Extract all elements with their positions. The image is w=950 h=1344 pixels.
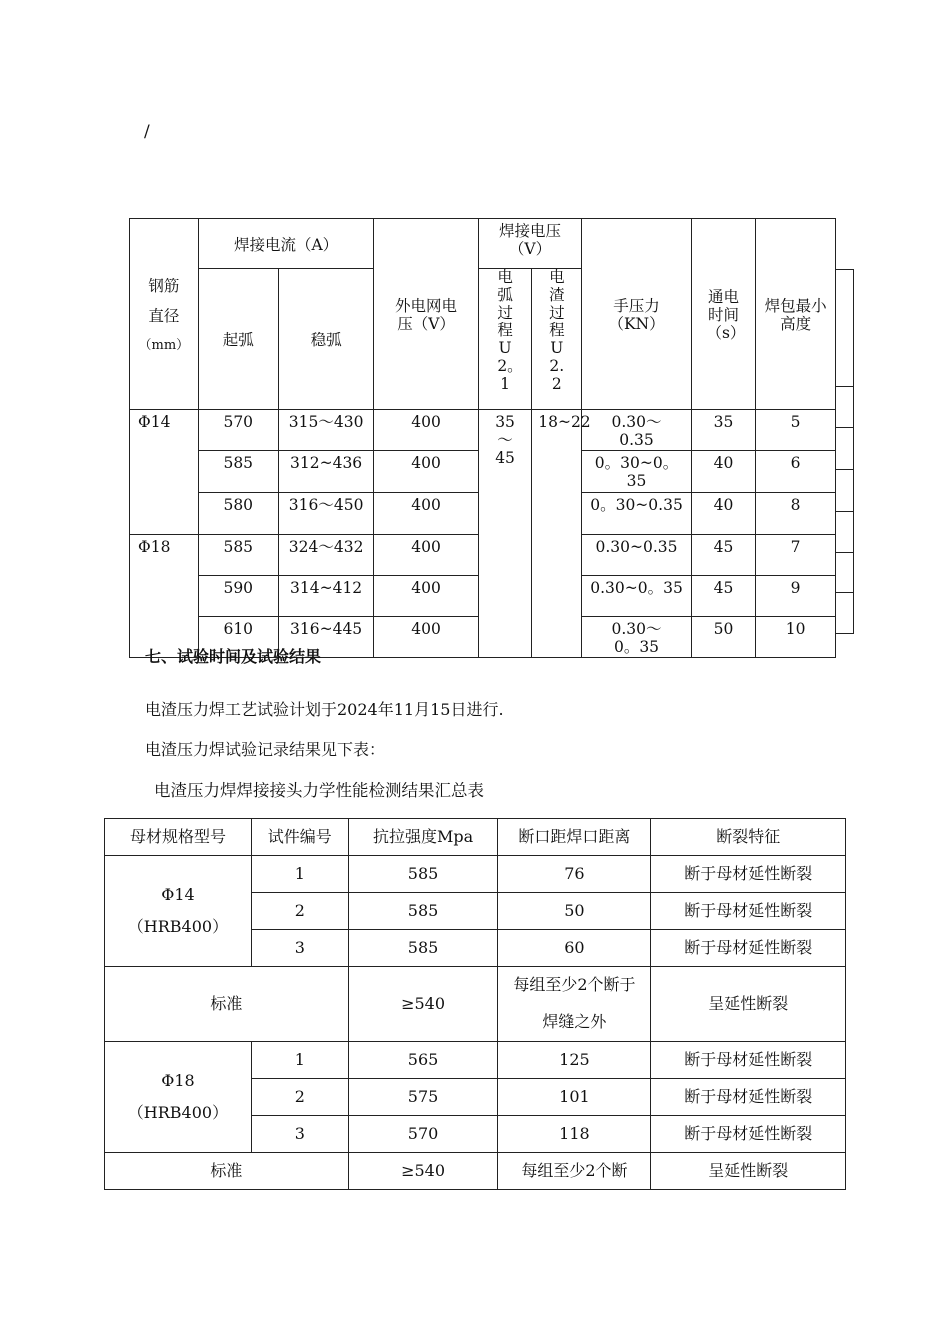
standard-feature: 呈延性断裂 — [651, 967, 846, 1042]
header-diameter — [130, 219, 199, 410]
cell-feature: 断于母材延性断裂 — [651, 893, 846, 930]
cell-strength: 585 — [348, 856, 498, 893]
table-edge-rule — [836, 552, 854, 553]
table-edge-rule — [836, 592, 854, 593]
cell-pressure-text: 0。30~0。35 — [594, 454, 679, 490]
header-diameter-line2: 直径 — [148, 306, 180, 325]
group-spec-name: Φ18 — [161, 1070, 195, 1090]
cell-height: 9 — [756, 576, 836, 617]
cell-distance: 76 — [498, 856, 651, 893]
header-pressure-text: 手压力（KN） — [608, 297, 665, 333]
cell-arc-voltage-text: 35～45 — [495, 413, 515, 467]
group-spec — [105, 1042, 252, 1153]
cell-strength: 565 — [348, 1042, 498, 1079]
cell-stable: 312~436 — [278, 451, 374, 493]
header-min-height-text: 焊包最小高度 — [764, 297, 827, 333]
cell-feature: 断于母材延性断裂 — [651, 1079, 846, 1116]
cell-feature: 断于母材延性断裂 — [651, 856, 846, 893]
group-spec-grade: （HRB400） — [127, 917, 229, 936]
cell-time: 50 — [691, 617, 755, 658]
cell-strength: 585 — [348, 930, 498, 967]
header-voltage-group — [478, 219, 582, 269]
header-arc-stable: 稳弧 — [278, 269, 374, 410]
cell-stable: 316~445 — [278, 617, 374, 658]
header-distance: 断口距焊口距离 — [498, 819, 651, 856]
cell-feature: 断于母材延性断裂 — [651, 930, 846, 967]
cell-height: 8 — [756, 493, 836, 535]
cell-feature: 断于母材延性断裂 — [651, 1116, 846, 1153]
cell-start: 580 — [198, 493, 278, 535]
cell-time: 45 — [691, 535, 755, 576]
group-phi18: Φ18 — [130, 535, 199, 658]
header-grid-voltage — [374, 219, 478, 410]
paragraph-results-intro: 电渣压力焊试验记录结果见下表： — [145, 740, 386, 759]
header-diameter-line3: （mm） — [138, 338, 190, 354]
cell-distance: 50 — [498, 893, 651, 930]
cell-no: 3 — [251, 930, 348, 967]
cell-pressure-text: 0.30~0。35 — [590, 579, 683, 597]
header-fracture: 断裂特征 — [651, 819, 846, 856]
cell-strength: 575 — [348, 1079, 498, 1116]
cell-time: 40 — [691, 493, 755, 535]
cell-height: 6 — [756, 451, 836, 493]
standard-distance-text: 每组至少2个断于焊缝之外 — [513, 975, 636, 1031]
cell-start: 610 — [198, 617, 278, 658]
cell-time: 45 — [691, 576, 755, 617]
cell-distance: 101 — [498, 1079, 651, 1116]
cell-no: 1 — [251, 856, 348, 893]
header-slag-process-text: 电渣过程U2.2 — [549, 268, 565, 393]
cell-pressure — [582, 617, 692, 658]
cell-pressure — [582, 535, 692, 576]
cell-stable: 316～450 — [278, 493, 374, 535]
section-heading: 七、试验时间及试验结果 — [145, 647, 322, 666]
cell-pressure-text: 0.30~0.35 — [595, 538, 678, 556]
header-arc-process — [478, 269, 532, 410]
header-diameter-line1: 钢筋 — [148, 276, 180, 295]
header-pressure — [582, 219, 692, 410]
cell-grid: 400 — [374, 451, 478, 493]
cell-no: 2 — [251, 893, 348, 930]
header-strength: 抗拉强度Mpa — [348, 819, 498, 856]
cell-stable: 315～430 — [278, 410, 374, 451]
header-current-group: 焊接电流（A） — [198, 219, 374, 269]
cell-grid: 400 — [374, 535, 478, 576]
cell-no: 2 — [251, 1079, 348, 1116]
cell-arc-voltage — [478, 410, 532, 658]
standard-label: 标准 — [105, 967, 349, 1042]
header-specimen-no: 试件编号 — [251, 819, 348, 856]
group-spec-name: Φ14 — [161, 884, 195, 904]
cell-slag-voltage — [532, 410, 591, 658]
cell-pressure-text: 0.30～0。35 — [611, 620, 662, 656]
cell-pressure — [582, 493, 692, 535]
cell-height: 10 — [756, 617, 836, 658]
cell-no: 1 — [251, 1042, 348, 1079]
table-caption: 电渣压力焊焊接接头力学性能检测结果汇总表 — [154, 781, 484, 800]
welding-parameters-table — [129, 218, 836, 658]
cell-stable: 314~412 — [278, 576, 374, 617]
table-edge-rule — [836, 469, 854, 470]
cell-time: 35 — [691, 410, 755, 451]
cell-height: 5 — [756, 410, 836, 451]
group-spec-grade: （HRB400） — [127, 1103, 229, 1122]
page-mark: / — [144, 122, 150, 142]
table-edge-column — [836, 269, 854, 634]
cell-strength: 585 — [348, 893, 498, 930]
cell-grid: 400 — [374, 493, 478, 535]
paragraph-test-date: 电渣压力焊工艺试验计划于2024年11月15日进行. — [145, 700, 504, 719]
header-spec: 母材规格型号 — [105, 819, 252, 856]
cell-time: 40 — [691, 451, 755, 493]
cell-start: 590 — [198, 576, 278, 617]
cell-pressure-text: 0.30～0.35 — [611, 413, 662, 449]
table-edge-rule — [836, 386, 854, 387]
header-voltage-group-text: 焊接电压（V） — [498, 222, 561, 258]
standard-label: 标准 — [105, 1153, 349, 1190]
cell-grid: 400 — [374, 410, 478, 451]
header-grid-voltage-text: 外电网电压（V） — [395, 297, 458, 333]
cell-start: 585 — [198, 451, 278, 493]
cell-grid: 400 — [374, 576, 478, 617]
cell-distance: 118 — [498, 1116, 651, 1153]
table-edge-rule — [836, 427, 854, 428]
cell-distance: 125 — [498, 1042, 651, 1079]
cell-height: 7 — [756, 535, 836, 576]
header-time-text: 通电时间（s） — [706, 288, 746, 342]
standard-feature: 呈延性断裂 — [651, 1153, 846, 1190]
header-slag-process — [532, 269, 582, 410]
standard-strength: ≥540 — [348, 1153, 498, 1190]
cell-start: 570 — [198, 410, 278, 451]
header-min-height — [756, 219, 836, 410]
cell-no: 3 — [251, 1116, 348, 1153]
cell-feature: 断于母材延性断裂 — [651, 1042, 846, 1079]
group-spec — [105, 856, 252, 967]
standard-distance: 每组至少2个断 — [498, 1153, 651, 1190]
cell-start: 585 — [198, 535, 278, 576]
cell-slag-voltage-text: 18~22 — [538, 413, 591, 431]
cell-pressure — [582, 451, 692, 493]
cell-pressure — [582, 410, 692, 451]
cell-pressure-text: 0。30~0.35 — [590, 496, 683, 514]
header-time — [691, 219, 755, 410]
header-arc-start: 起弧 — [198, 269, 278, 410]
cell-distance: 60 — [498, 930, 651, 967]
group-phi14: Φ14 — [130, 410, 199, 535]
standard-strength: ≥540 — [348, 967, 498, 1042]
cell-pressure — [582, 576, 692, 617]
table-edge-rule — [836, 511, 854, 512]
cell-grid: 400 — [374, 617, 478, 658]
cell-stable: 324～432 — [278, 535, 374, 576]
header-arc-process-text: 电弧过程U2。1 — [497, 268, 523, 393]
cell-strength: 570 — [348, 1116, 498, 1153]
standard-distance — [498, 967, 651, 1042]
mechanical-results-table — [104, 818, 846, 1190]
